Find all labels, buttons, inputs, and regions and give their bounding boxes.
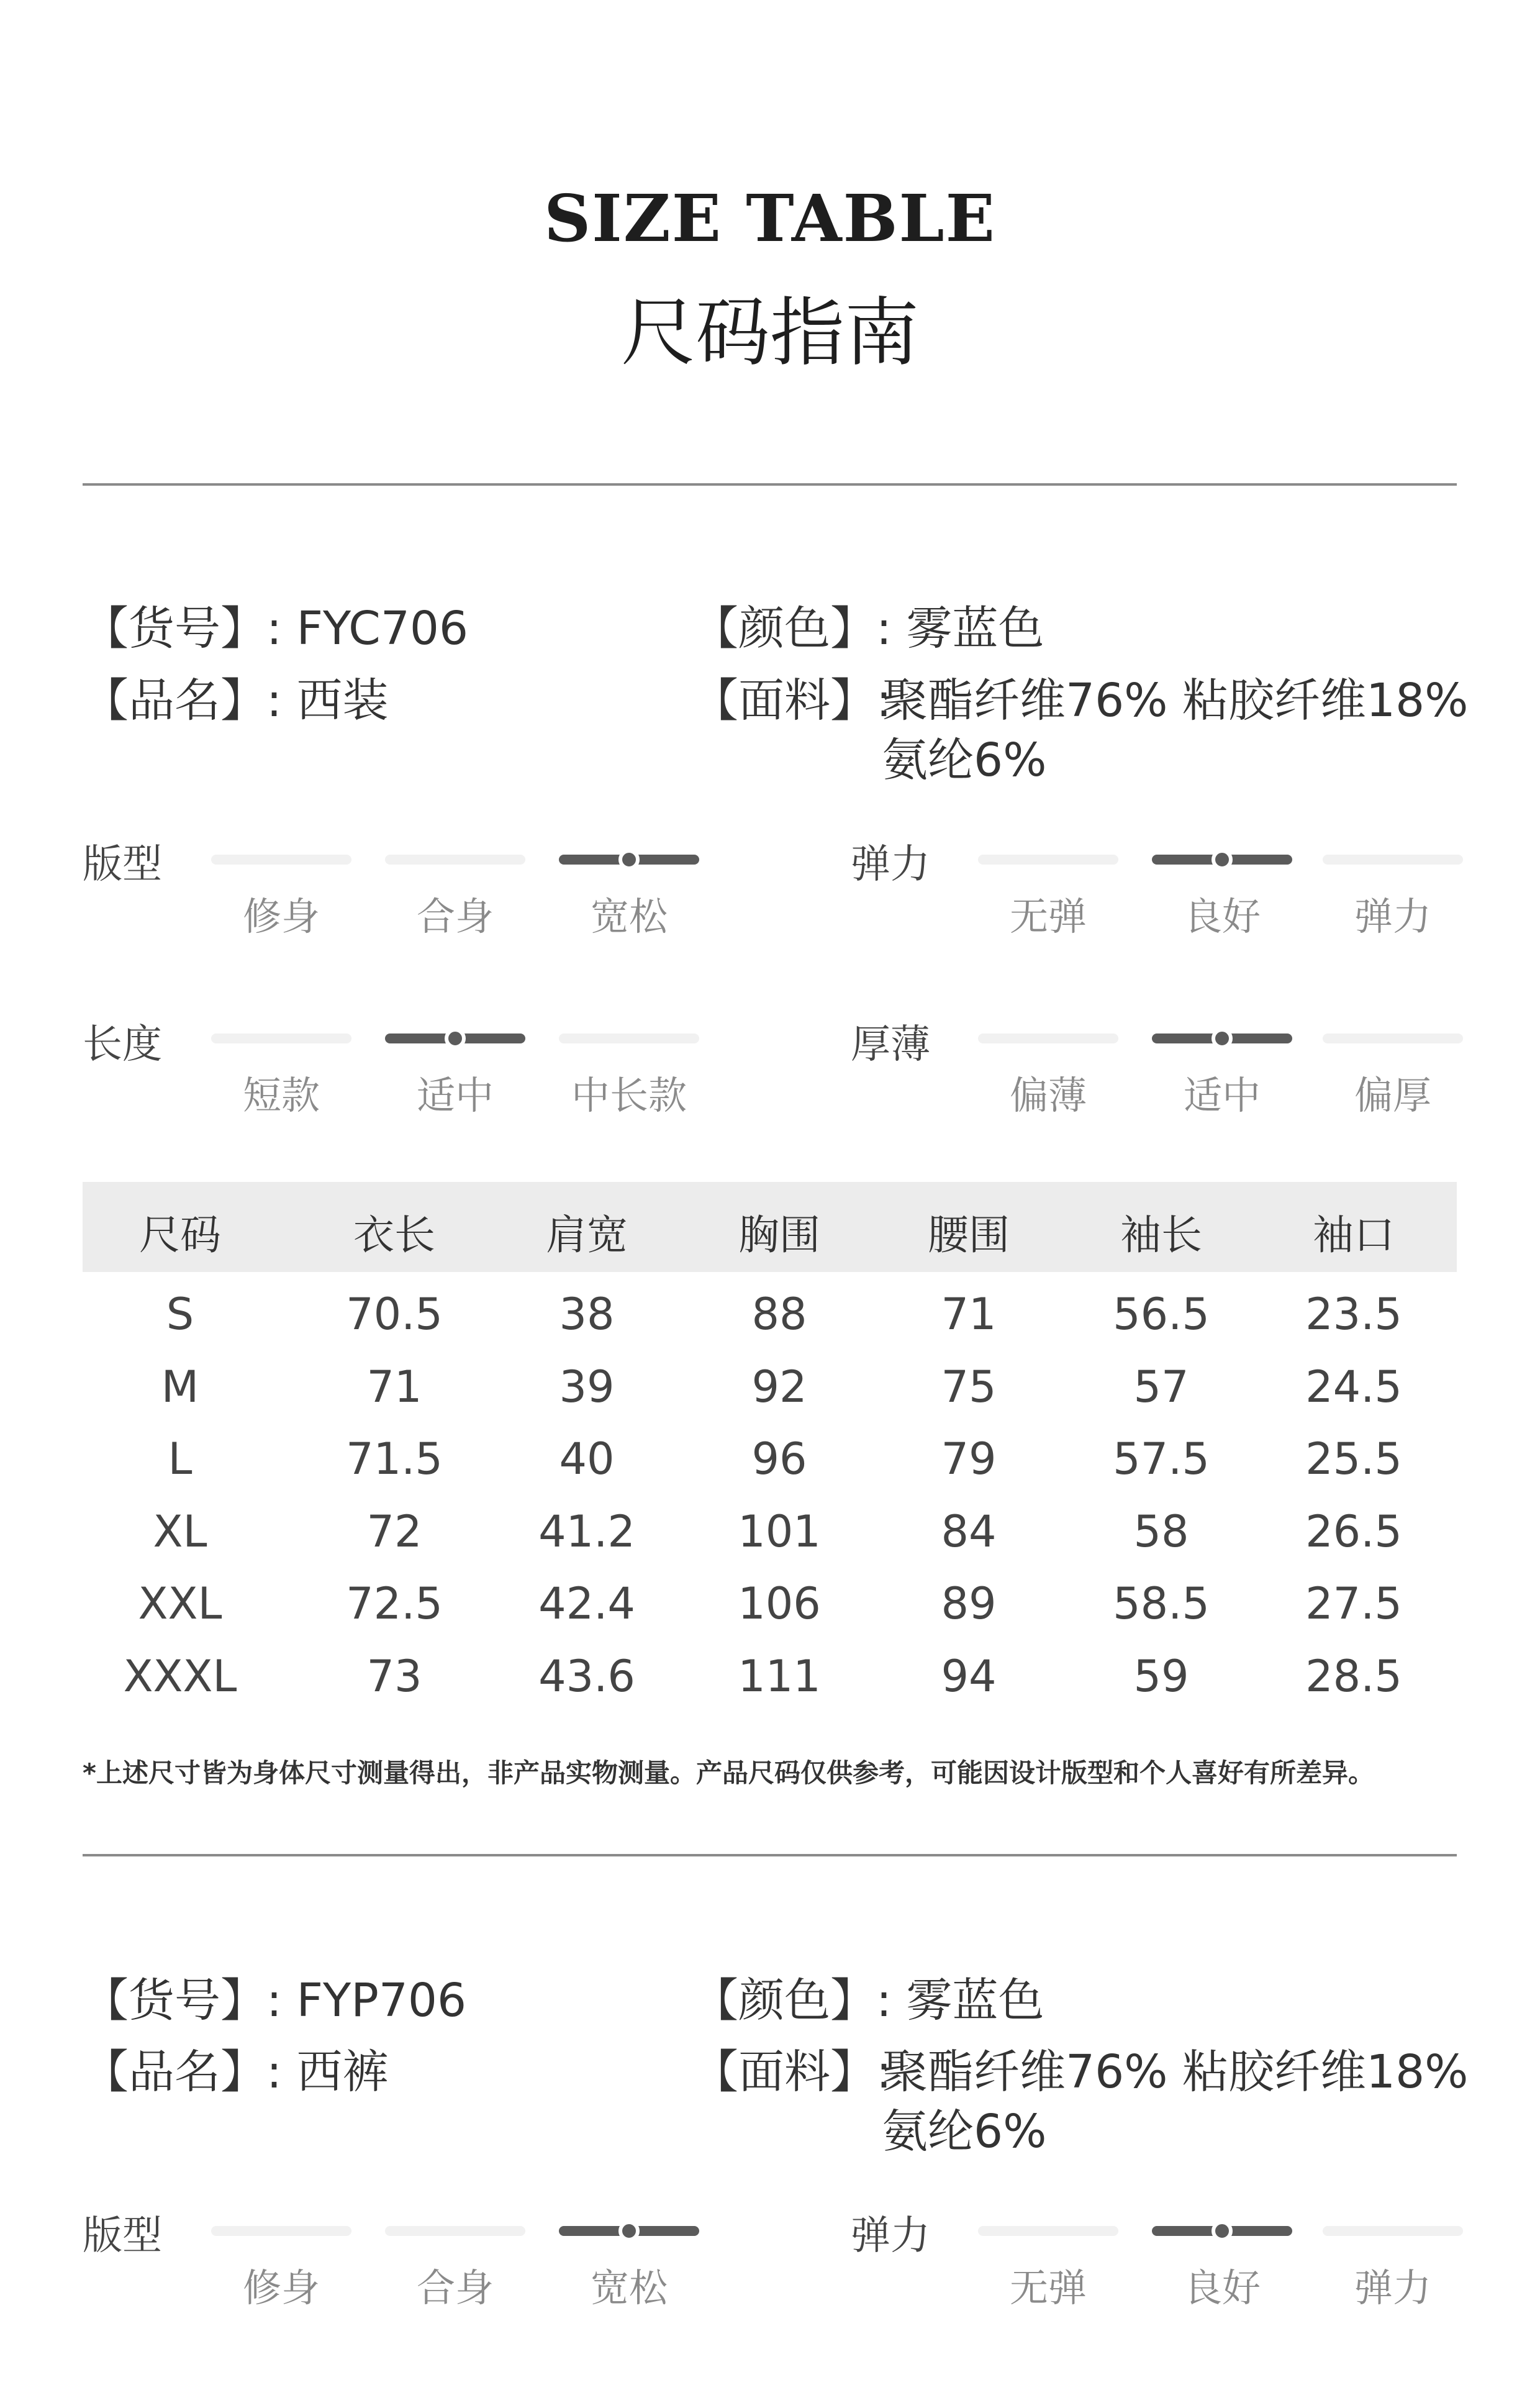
- table-cell: 25.5: [1305, 1433, 1402, 1484]
- scale-option-label: 偏薄: [1009, 1073, 1087, 1118]
- table-header-cell: 腰围: [928, 1211, 1010, 1259]
- divider: [83, 1854, 1457, 1856]
- scale-track: [211, 1034, 351, 1043]
- scale-option-label: 修身: [242, 894, 320, 939]
- table-cell: 101: [738, 1506, 821, 1557]
- scale-option-label: 中长款: [571, 1073, 687, 1118]
- scale-track-selected: [1152, 855, 1292, 865]
- scale-track-selected: [559, 2226, 699, 2236]
- table-header-cell: 尺码: [139, 1211, 221, 1259]
- scale-option-label: 宽松: [590, 894, 668, 939]
- size-label-cell: L: [168, 1433, 192, 1484]
- divider: [83, 483, 1457, 486]
- table-cell: 23.5: [1305, 1289, 1402, 1340]
- scale-track: [385, 855, 525, 865]
- table-cell: 92: [751, 1361, 807, 1412]
- fabric-composition-line2: 氨纶6%: [882, 2105, 1047, 2158]
- table-cell: 57.5: [1113, 1433, 1210, 1484]
- scale-option-label: 弹力: [1354, 894, 1431, 939]
- fabric-label: 【面料】:: [692, 674, 892, 727]
- table-cell: 27.5: [1305, 1578, 1402, 1629]
- table-cell: 72: [366, 1506, 422, 1557]
- scale-option-label: 良好: [1183, 894, 1261, 939]
- table-cell: 24.5: [1305, 1361, 1402, 1412]
- scale-track: [211, 2226, 351, 2236]
- scale-option-label: 短款: [242, 1073, 320, 1118]
- table-cell: 72.5: [346, 1578, 443, 1629]
- scale-track-selected: [559, 855, 699, 865]
- scale-option-label: 无弹: [1009, 2265, 1087, 2310]
- fabric-composition: 聚酯纤维76% 粘胶纤维18%: [882, 2045, 1469, 2099]
- table-cell: 26.5: [1305, 1506, 1402, 1557]
- scale-marker: [618, 849, 640, 870]
- scale-marker: [1212, 849, 1233, 870]
- table-cell: 39: [559, 1361, 615, 1412]
- table-cell: 106: [738, 1578, 821, 1629]
- table-cell: 71.5: [346, 1433, 443, 1484]
- size-label-cell: M: [161, 1361, 199, 1412]
- attr-label-fit: 版型: [83, 842, 162, 888]
- table-header-cell: 袖口: [1313, 1211, 1395, 1259]
- scale-option-label: 弹力: [1354, 2265, 1431, 2310]
- size-label-cell: S: [166, 1289, 194, 1340]
- table-cell: 56.5: [1113, 1289, 1210, 1340]
- table-cell: 111: [738, 1650, 821, 1702]
- scale-track: [1323, 855, 1463, 865]
- table-cell: 40: [559, 1433, 615, 1484]
- scale-option-label: 宽松: [590, 2265, 668, 2310]
- fabric-label: 【面料】:: [692, 2045, 892, 2099]
- item-number: 【货号】: FYP706: [83, 1974, 467, 2027]
- scale-track: [559, 1034, 699, 1043]
- table-cell: 59: [1133, 1650, 1189, 1702]
- size-label-cell: XXL: [138, 1578, 222, 1629]
- attr-label-stretch: 弹力: [851, 2213, 930, 2259]
- scale-track-selected: [385, 1034, 525, 1043]
- scale-marker: [445, 1028, 466, 1049]
- attr-label-stretch: 弹力: [851, 842, 930, 888]
- product-color: 【颜色】: 雾蓝色: [692, 602, 1044, 655]
- scale-option-label: 修身: [242, 2265, 320, 2310]
- scale-track-selected: [1152, 1034, 1292, 1043]
- scale-track: [1323, 2226, 1463, 2236]
- table-cell: 28.5: [1305, 1650, 1402, 1702]
- scale-track: [385, 2226, 525, 2236]
- item-number: 【货号】: FYC706: [83, 602, 469, 655]
- table-cell: 73: [366, 1650, 422, 1702]
- scale-option-label: 适中: [1183, 1073, 1261, 1118]
- table-cell: 71: [941, 1289, 997, 1340]
- table-cell: 79: [941, 1433, 997, 1484]
- size-label-cell: XXXL: [123, 1650, 237, 1702]
- product-name: 【品名】: 西裤: [83, 2045, 389, 2099]
- scale-track: [211, 855, 351, 865]
- table-cell: 89: [941, 1578, 997, 1629]
- scale-marker: [1212, 2220, 1233, 2242]
- attr-label-fit: 版型: [83, 2213, 162, 2259]
- scale-track: [1323, 1034, 1463, 1043]
- product-color: 【颜色】: 雾蓝色: [692, 1974, 1044, 2027]
- table-cell: 70.5: [346, 1289, 443, 1340]
- scale-option-label: 合身: [416, 2265, 494, 2310]
- page-title-cn: 尺码指南: [621, 290, 919, 376]
- table-cell: 58: [1133, 1506, 1189, 1557]
- page-title-en: SIZE TABLE: [544, 180, 996, 257]
- scale-option-label: 无弹: [1009, 894, 1087, 939]
- table-cell: 38: [559, 1289, 615, 1340]
- scale-track: [978, 1034, 1118, 1043]
- attr-label-length: 长度: [83, 1022, 162, 1068]
- scale-option-label: 良好: [1183, 2265, 1261, 2310]
- table-cell: 96: [751, 1433, 807, 1484]
- scale-option-label: 合身: [416, 894, 494, 939]
- table-cell: 94: [941, 1650, 997, 1702]
- scale-marker: [1212, 1028, 1233, 1049]
- attr-label-thickness: 厚薄: [851, 1022, 930, 1068]
- size-note: *上述尺寸皆为身体尺寸测量得出，非产品实物测量。产品尺码仅供参考，可能因设计版型和个人喜好有所差异。: [83, 1758, 1374, 1788]
- product-name: 【品名】: 西装: [83, 674, 389, 727]
- table-cell: 41.2: [538, 1506, 635, 1557]
- table-cell: 75: [941, 1361, 997, 1412]
- table-header-cell: 衣长: [353, 1211, 435, 1259]
- scale-marker: [618, 2220, 640, 2242]
- fabric-composition-line2: 氨纶6%: [882, 734, 1047, 787]
- table-cell: 42.4: [538, 1578, 635, 1629]
- table-header-cell: 肩宽: [546, 1211, 628, 1259]
- scale-track: [978, 855, 1118, 865]
- table-cell: 43.6: [538, 1650, 635, 1702]
- scale-track-selected: [1152, 2226, 1292, 2236]
- table-cell: 71: [366, 1361, 422, 1412]
- table-cell: 88: [751, 1289, 807, 1340]
- size-label-cell: XL: [153, 1506, 207, 1557]
- table-header-cell: 胸围: [738, 1211, 820, 1259]
- scale-track: [978, 2226, 1118, 2236]
- table-cell: 57: [1133, 1361, 1189, 1412]
- table-cell: 58.5: [1113, 1578, 1210, 1629]
- scale-option-label: 偏厚: [1354, 1073, 1431, 1118]
- fabric-composition: 聚酯纤维76% 粘胶纤维18%: [882, 674, 1469, 727]
- table-header-cell: 袖长: [1120, 1211, 1202, 1259]
- scale-option-label: 适中: [416, 1073, 494, 1118]
- table-cell: 84: [941, 1506, 997, 1557]
